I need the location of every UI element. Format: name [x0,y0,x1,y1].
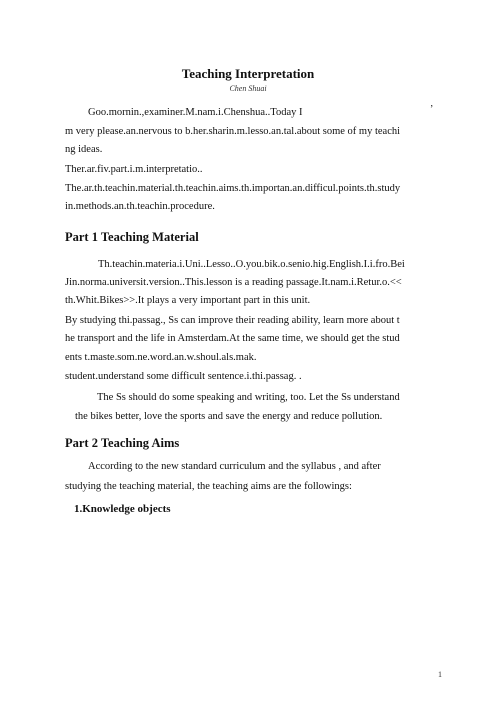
intro-line: Goo.mornin.,examiner.M.nam.i.Chenshua..Today I [88,107,303,118]
paragraph-line: studying the teaching material, the teaching aims are the followings: [65,481,352,492]
paragraph-line: Th.teachin.materia.i.Uni..Lesso..O.you.bik.o.senio.hig.English.I.i.fro.Bei [98,259,405,270]
paragraph-line: student.understand some difficult sentence.i.thi.passag. . [65,371,302,382]
stray-mark: ’ [430,104,434,115]
intro-line: The.ar.th.teachin.material.th.teachin.aims.th.importan.an.difficul.points.th.study [65,183,401,194]
document-title: Teaching Interpretation [181,66,315,81]
document-author: Chen Shuai [229,84,267,93]
intro-line: Ther.ar.fiv.part.i.m.interpretatio.. [65,164,203,175]
page-number: 1 [438,670,442,679]
intro-line: ng ideas. [65,144,103,155]
paragraph-line: th.Whit.Bikes>>.It plays a very important part in this unit. [65,295,311,306]
section-heading: Part 1 Teaching Material [65,230,199,244]
paragraph-line: ents t.maste.som.ne.word.an.w.shoul.als.mak. [65,352,257,363]
paragraph-line: he transport and the life in Amsterdam.At the same time, we should get the stud [65,333,400,344]
paragraph-line: Jin.norma.universit.version..This.lesson is a reading passage.It.nam.i.Retur.o.<< [65,277,402,288]
paragraph-line: By studying thi.passag., Ss can improve their reading ability, learn more about t [65,315,400,326]
paragraph-line: According to the new standard curriculum and the syllabus , and after [88,461,381,472]
section-heading: Part 2 Teaching Aims [65,436,180,450]
intro-line: in.methods.an.th.teachin.procedure. [65,201,215,212]
paragraph-line: the bikes better, love the sports and save the energy and reduce pollution. [75,411,383,422]
paragraph-line: The Ss should do some speaking and writing, too. Let the Ss understand [97,392,400,403]
intro-line: m very please.an.nervous to b.her.sharin.m.lesso.an.tal.about some of my teachi [65,126,401,137]
sub-heading: 1.Knowledge objects [74,503,171,515]
